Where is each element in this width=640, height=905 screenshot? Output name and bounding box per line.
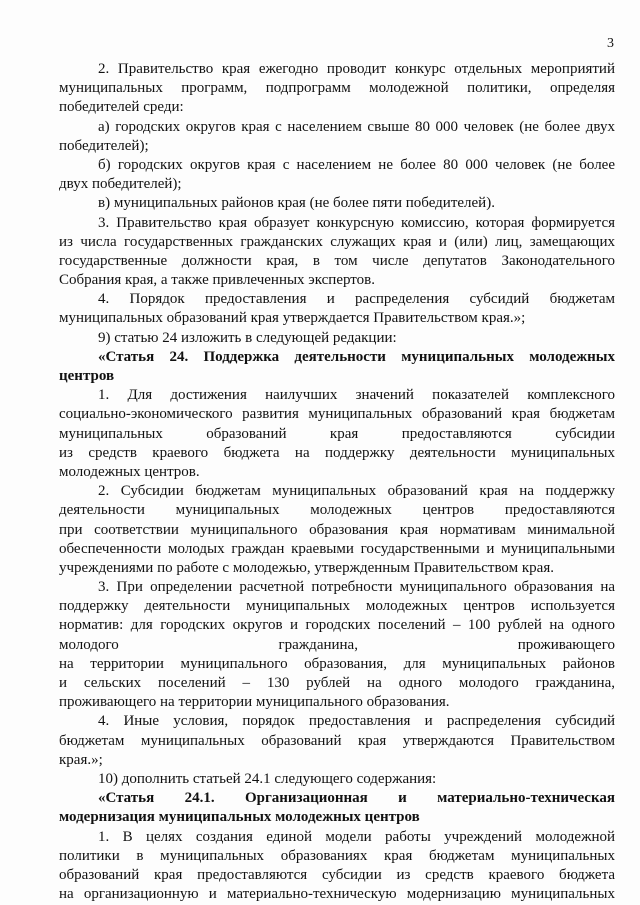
text-line: модернизация муниципальных молодежных центров [59, 809, 420, 826]
text-line: муниципальных образований края утверждается Правительством края.»; [59, 310, 526, 327]
text-line: победителей среди: [59, 99, 184, 116]
text-line: «Статья 24. Поддержка деятельности муниципальных молодежных [98, 348, 615, 365]
text-line: центров [59, 368, 115, 384]
text-line: б) городских округов края с населением не более 80 000 человек (не более [98, 156, 615, 173]
text-line: 2. Правительство края ежегодно проводит конкурс отдельных мероприятий [98, 61, 615, 77]
text-line: из средств краевого бюджета на поддержку деятельности муниципальных [59, 444, 615, 461]
text-line: победителей); [59, 137, 149, 154]
text-line: политики в муниципальных образованиях края бюджетам муниципальных [59, 847, 615, 864]
text-line: образований края предоставляются субсидии из средств краевого бюджета [59, 866, 615, 883]
document-body [59, 60, 615, 904]
text-line: муниципальных образований края предоставляются субсидии [59, 425, 615, 442]
text-line: края.»; [59, 751, 103, 768]
text-line: а) городских округов края с населением свыше 80 000 человек (не более двух [98, 118, 615, 135]
text-line: 2. Субсидии бюджетам муниципальных образований края на поддержку [98, 483, 615, 500]
text-line: учреждениями по работе с молодежью, утвержденным Правительством края. [59, 559, 554, 576]
text-line: на организационную и материально-техническую модернизацию муниципальных [59, 886, 615, 903]
text-line: молодежных центров. [59, 463, 200, 480]
text-line: 10) дополнить статьей 24.1 следующего содержания: [98, 770, 437, 787]
text-line: 1. В целях создания единой модели работы учреждений молодежной [98, 828, 615, 845]
text-line: 4. Иные условия, порядок предоставления и распределения субсидий [98, 713, 615, 730]
text-line: проживающего на территории муниципального образования. [59, 694, 450, 711]
text-line: Собрания края, а также привлеченных экспертов. [59, 272, 375, 289]
text-line: в) муниципальных районов края (не более пяти победителей). [98, 195, 495, 212]
text-line: деятельности муниципальных молодежных центров предоставляются [59, 502, 615, 519]
text-line: 1. Для достижения наилучших значений показателей комплексного [98, 387, 615, 404]
text-line: 9) статью 24 изложить в следующей редакции: [98, 329, 397, 346]
text-line: 3. Правительство края образует конкурсную комиссию, которая формируется [98, 214, 615, 231]
text-line: молодого гражданина, проживающего [59, 636, 615, 653]
text-line: «Статья 24.1. Организационная и материально-техническая [98, 790, 615, 807]
text-line: социально-экономического развития муниципальных образований края бюджетам [59, 406, 615, 423]
text-line: обеспеченности молодых граждан краевыми государственными и муниципальными [59, 540, 615, 557]
text-line: норматив: для городских округов и городских поселений – 100 рублей на одного [59, 617, 615, 634]
text-line: 4. Порядок предоставления и распределения субсидий бюджетам [98, 291, 615, 308]
text-line: на территории муниципального образования, для муниципальных районов [59, 655, 615, 672]
text-line: муниципальных программ, подпрограмм молодежной политики, определяя [59, 80, 615, 97]
text-line: бюджетам муниципальных образований края утверждаются Правительством [59, 732, 615, 749]
text-line: при соответствии муниципального образования края нормативам минимальной [59, 521, 615, 538]
text-line: государственные должности края, в том числе депутатов Законодательного [59, 252, 615, 269]
text-line: двух победителей); [59, 176, 182, 193]
text-line: 3. При определении расчетной потребности муниципального образования на [98, 579, 615, 596]
text-line: поддержку деятельности муниципальных молодежных центров используется [59, 598, 615, 615]
text-line: и сельских поселений – 130 рублей на одного молодого гражданина, [59, 675, 615, 691]
text-line: из числа государственных гражданских служащих края и (или) лиц, замещающих [59, 233, 615, 250]
page-number: 3 [607, 36, 614, 51]
